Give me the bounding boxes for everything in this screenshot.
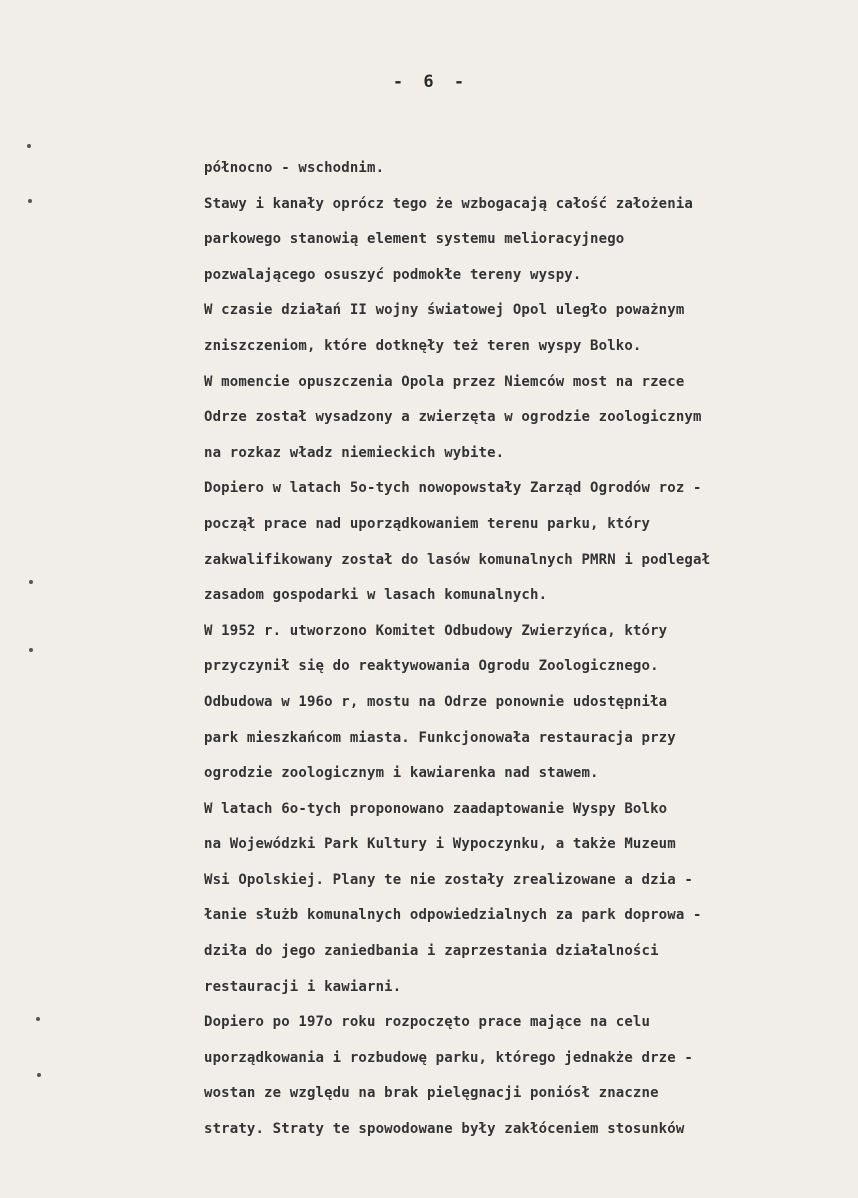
text-line: łanie służb komunalnych odpowiedzialnych za park doprowa - [204, 907, 702, 924]
text-line: uporządkowania i rozbudowę parku, którego jednakże drze - [204, 1049, 693, 1066]
margin-speck [27, 144, 31, 148]
text-line: wostan ze względu na brak pielęgnacji poniósł znaczne [204, 1085, 659, 1102]
text-line: W czasie działań II wojny światowej Opol uległo poważnym [204, 302, 685, 319]
text-line: straty. Straty te spowodowane były zakłóceniem stosunków [204, 1121, 685, 1138]
text-line: zasadom gospodarki w lasach komunalnych. [204, 587, 548, 604]
body-text [204, 151, 824, 1148]
text-line: dziła do jego zaniedbania i zaprzestania działalności [204, 943, 659, 960]
text-line: Stawy i kanały oprócz tego że wzbogacają całość założenia [204, 195, 693, 212]
text-line: parkowego stanowią element systemu melioracyjnego [204, 231, 625, 248]
text-line: północno - wschodnim. [204, 160, 385, 176]
text-line: przyczynił się do reaktywowania Ogrodu Zoologicznego. [204, 658, 659, 675]
text-line: począł prace nad uporządkowaniem terenu parku, który [204, 515, 651, 532]
margin-speck [37, 1073, 41, 1077]
text-line: zakwalifikowany został do lasów komunalnych PMRN i podlegał [204, 551, 711, 568]
text-line: restauracji i kawiarni. [204, 978, 402, 995]
dash-left: - [392, 72, 405, 92]
text-line: W momencie opuszczenia Opola przez Niemców most na rzece [204, 373, 685, 390]
text-line: zniszczeniom, które dotknęły też teren wyspy Bolko. [204, 337, 642, 354]
text-line: Wsi Opolskiej. Plany te nie zostały zrealizowane a dzia - [204, 871, 693, 888]
text-line: pozwalającego osuszyć podmokłe tereny wyspy. [204, 266, 582, 283]
margin-speck [29, 580, 33, 584]
text-line: Dopiero w latach 5o-tych nowopowstały Zarząd Ogrodów roz - [204, 480, 702, 497]
text-line: park mieszkańcom miasta. Funkcjonowała restauracja przy [204, 729, 676, 746]
text-line: W latach 6o-tych proponowano zaadaptowanie Wyspy Bolko [204, 800, 668, 817]
text-line: na rozkaz władz niemieckich wybite. [204, 444, 505, 461]
margin-speck [28, 199, 32, 203]
text-line: Odrze został wysadzony a zwierzęta w ogrodzie zoologicznym [204, 409, 702, 426]
margin-speck [36, 1017, 40, 1021]
page-number-header [0, 72, 858, 92]
text-line: Odbudowa w 196o r, mostu na Odrze ponownie udostępniła [204, 693, 668, 710]
dash-right: - [453, 72, 466, 92]
text-line: Dopiero po 197o roku rozpoczęto prace mające na celu [204, 1014, 651, 1031]
text-line: ogrodzie zoologicznym i kawiarenka nad stawem. [204, 765, 599, 782]
page-number: 6 [423, 72, 435, 92]
text-line: W 1952 r. utworzono Komitet Odbudowy Zwierzyńca, który [204, 622, 668, 639]
margin-speck [29, 648, 33, 652]
text-line: na Wojewódzki Park Kultury i Wypoczynku, a także Muzeum [204, 836, 676, 853]
